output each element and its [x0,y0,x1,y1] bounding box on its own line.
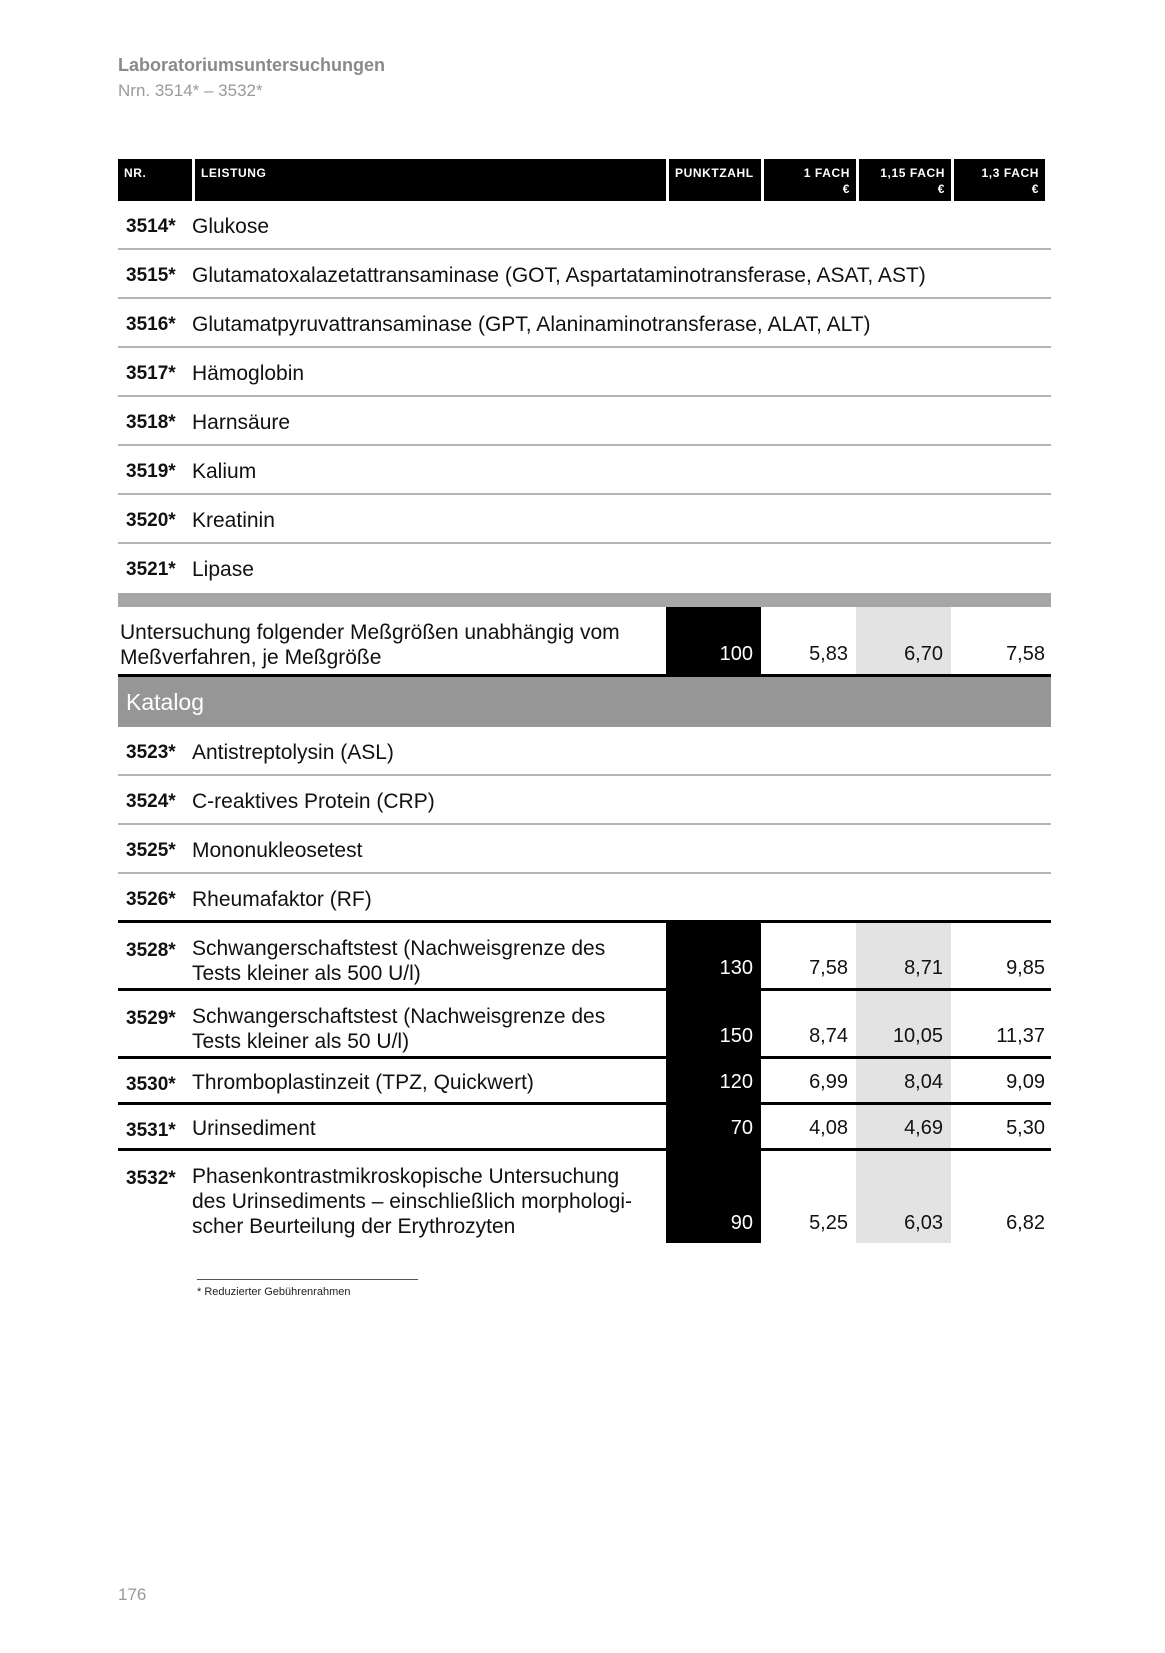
footnote-divider [197,1279,418,1280]
price-115fach: 8,71 [856,923,951,988]
price-1fach: 4,08 [809,1117,848,1139]
row-nr: 3516* [126,314,176,335]
row-leistung: Kalium [192,460,257,483]
section-title: Laboratoriumsuntersuchungen [118,55,386,75]
punktzahl-cell: 70 [666,1105,761,1148]
price-1fach: 8,74 [809,1025,848,1047]
group-1-price-row [118,607,1051,677]
price-1fach: 5,25 [809,1212,848,1234]
leistung-line: Thromboplastinzeit (TPZ, Quickwert) [192,1071,534,1094]
table-header [118,159,1051,201]
table-row [118,299,1051,348]
row-leistung: Harnsäure [192,411,291,434]
price-115fach: 10,05 [856,991,951,1056]
price-13fach: 11,37 [996,1025,1045,1047]
row-leistung [192,991,666,1056]
row-leistung: Glukose [192,215,270,238]
group-separator [118,593,1051,607]
price-115fach: 6,70 [856,607,951,674]
row-nr: 3523* [126,742,176,763]
leistung-line: Tests kleiner als 50 U/l) [192,1030,410,1053]
row-leistung: Glutamatpyruvattransaminase (GPT, Alaninaminotransferase, ALAT, ALT) [192,313,871,336]
fee-table [118,159,1051,1243]
leistung-line: Urinsediment [192,1117,316,1140]
page-number: 176 [118,1585,147,1604]
price-13fach: 6,82 [1006,1212,1045,1234]
row-leistung [192,1151,666,1243]
table-row [118,397,1051,446]
table-row [118,874,1051,923]
group-1-rows [118,201,1051,593]
row-leistung: Kreatinin [192,509,275,532]
table-row [118,495,1051,544]
priced-row [118,991,1051,1059]
col-leistung: LEISTUNG [192,159,666,201]
punktzahl-cell: 150 [666,991,761,1056]
leistung-line: des Urinsediments – einschließlich morphologi- [192,1190,633,1213]
leistung-line: Phasenkontrastmikroskopische Untersuchung [192,1165,620,1188]
leistung-line: Schwangerschaftstest (Nachweisgrenze des [192,1005,606,1028]
row-nr: 3519* [126,461,176,482]
price-13fach: 7,58 [1006,643,1045,665]
table-row [118,446,1051,495]
row-nr: 3530* [126,1074,176,1095]
group-2-rows [118,727,1051,923]
table-row [118,250,1051,299]
row-nr: 3517* [126,363,176,384]
row-nr: 3520* [126,510,176,531]
row-nr: 3524* [126,791,176,812]
price-115fach: 4,69 [856,1105,951,1148]
row-nr: 3526* [126,889,176,910]
row-leistung [192,923,666,988]
leistung-line: scher Beurteilung der Erythrozyten [192,1215,516,1238]
row-nr: 3518* [126,412,176,433]
row-nr: 3515* [126,265,176,286]
row-leistung: Hämoglobin [192,362,305,385]
table-row [118,544,1051,593]
price-1fach: 6,99 [809,1071,848,1093]
price-115fach: 8,04 [856,1059,951,1102]
row-nr: 3525* [126,840,176,861]
price-1fach: 5,83 [809,643,848,665]
row-nr: 3532* [126,1168,176,1189]
row-nr: 3529* [126,1008,176,1029]
table-row [118,776,1051,825]
section-subtitle: Nrn. 3514* – 3532* [118,81,263,100]
punktzahl-cell: 100 [666,607,761,674]
col-1fach: 1 FACH € [761,159,856,201]
table-row [118,201,1051,250]
priced-row [118,923,1051,991]
row-nr: 3528* [126,940,176,961]
priced-row [118,1059,1051,1105]
group-1-price-desc: Untersuchung folgender Meßgrößen unabhängig vom Meßverfahren, je Meßgröße [120,621,620,669]
row-leistung: Rheumafaktor (RF) [192,888,372,911]
punktzahl-cell: 120 [666,1059,761,1102]
table-row [118,348,1051,397]
priced-row [118,1105,1051,1151]
price-13fach: 9,09 [1006,1071,1045,1093]
katalog-bar: Katalog [118,677,1051,727]
col-115fach: 1,15 FACH € [856,159,951,201]
table-row [118,825,1051,874]
price-115fach: 6,03 [856,1151,951,1243]
row-leistung: Lipase [192,558,254,581]
footnote: * Reduzierter Gebührenrahmen [197,1286,351,1298]
priced-rows [118,923,1051,1243]
row-nr: 3514* [126,216,176,237]
punktzahl-cell: 90 [666,1151,761,1243]
row-leistung: C-reaktives Protein (CRP) [192,790,435,813]
row-nr: 3521* [126,559,176,580]
leistung-line: Schwangerschaftstest (Nachweisgrenze des [192,937,606,960]
leistung-line: Tests kleiner als 500 U/l) [192,962,421,985]
row-leistung [192,1105,666,1148]
row-leistung: Mononukleosetest [192,839,363,862]
col-punktzahl: PUNKTZAHL [666,159,761,201]
row-leistung: Glutamatoxalazetattransaminase (GOT, Aspartataminotransferase, ASAT, AST) [192,264,926,287]
row-leistung: Antistreptolysin (ASL) [192,741,394,764]
table-row [118,727,1051,776]
price-1fach: 7,58 [809,957,848,979]
row-leistung [192,1059,666,1102]
col-13fach: 1,3 FACH € [951,159,1045,201]
price-13fach: 9,85 [1006,957,1045,979]
row-nr: 3531* [126,1120,176,1141]
priced-row [118,1151,1051,1243]
price-13fach: 5,30 [1006,1117,1045,1139]
col-nr: NR. [118,159,192,201]
punktzahl-cell: 130 [666,923,761,988]
